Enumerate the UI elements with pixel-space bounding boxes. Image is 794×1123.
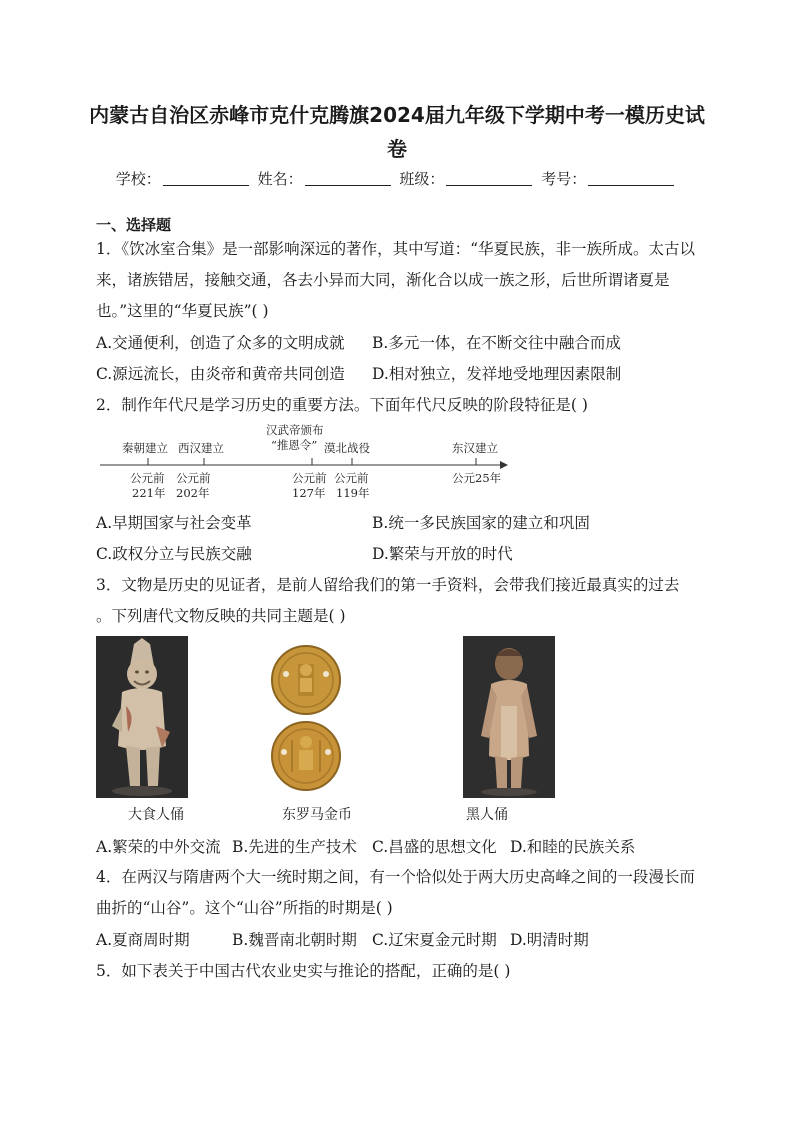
class-blank[interactable] [446, 171, 532, 186]
school-label: 学校： [115, 170, 161, 188]
question-1-stem: 1．《饮冰室合集》是一部影响深远的著作，其中写道：“华夏民族，非一族所成。太古以来，诸族错居，接触交通，各去小异而大同，渐化合以成一族之形，后世所谓诸夏是也。”这里的“华夏民族”( ) [96, 240, 696, 320]
caption-black-figurine: 黑人俑 [466, 807, 508, 823]
question-4-stem: 4．在两汉与隋唐两个大一统时期之间，有一个恰似处于两大历史高峰之间的一段漫长而曲折的“山谷”。这个“山谷”所指的时期是( ) [96, 868, 695, 917]
q4-option-a[interactable]: A.夏商周时期 [96, 931, 190, 949]
school-blank[interactable] [163, 171, 249, 186]
arab-figurine-image [96, 636, 188, 798]
timeline-chart [96, 420, 516, 502]
class-label: 班级： [399, 170, 445, 188]
q3-option-a[interactable]: A.繁荣的中外交流 [96, 838, 221, 856]
date-119bc-a: 公元前 [334, 471, 369, 485]
q1-option-b[interactable]: B.多元一体，在不断交往中融合而成 [372, 334, 621, 352]
date-25ad: 公元25年 [452, 471, 502, 485]
q1-option-d[interactable]: D.相对独立，发祥地受地理因素限制 [372, 365, 622, 383]
q3-option-b[interactable]: B.先进的生产技术 [232, 838, 357, 856]
q2-option-c[interactable]: C.政权分立与民族交融 [96, 545, 252, 563]
q4-option-c[interactable]: C.辽宋夏金元时期 [372, 931, 497, 949]
section-heading: 一、选择题 [96, 216, 172, 234]
q4-option-d[interactable]: D.明清时期 [510, 931, 589, 949]
event-qin-established: 秦朝建立 [122, 441, 168, 455]
byzantine-gold-coins-image [268, 642, 344, 794]
date-202bc-b: 202年 [176, 486, 210, 500]
student-info-line [80, 168, 714, 190]
question-5-stem: 5．如下表关于中国古代农业史实与推论的搭配，正确的是( ) [96, 962, 511, 980]
name-label: 姓名： [257, 170, 303, 188]
timeline-arrow-icon [500, 461, 508, 469]
question-3-stem-line2: 。下列唐代文物反映的共同主题是( ) [96, 607, 346, 625]
exam-title-line2: 卷 [387, 137, 407, 161]
event-tuienling-line2: “推恩令” [271, 438, 318, 452]
number-label: 考号： [541, 170, 587, 188]
event-western-han-established: 西汉建立 [178, 441, 224, 455]
date-202bc-a: 公元前 [176, 471, 211, 485]
exam-title-line1: 内蒙古自治区赤峰市克什克腾旗2024届九年级下学期中考一模历史试 [89, 103, 705, 127]
caption-arab-figurine: 大食人俑 [128, 807, 184, 823]
exam-title [80, 98, 714, 166]
q2-option-b[interactable]: B.统一多民族国家的建立和巩固 [372, 514, 590, 532]
q2-option-a[interactable]: A.早期国家与社会变革 [96, 514, 252, 532]
q1-option-c[interactable]: C.源远流长，由炎帝和黄帝共同创造 [96, 365, 345, 383]
date-127bc-a: 公元前 [292, 471, 327, 485]
event-eastern-han-established: 东汉建立 [452, 441, 498, 455]
date-221bc-a: 公元前 [130, 471, 165, 485]
q3-option-c[interactable]: C.昌盛的思想文化 [372, 838, 497, 856]
caption-byzantine-coins: 东罗马金币 [282, 807, 352, 823]
q1-option-a[interactable]: A.交通便利，创造了众多的文明成就 [96, 334, 345, 352]
black-figurine-image [463, 636, 555, 798]
date-119bc-b: 119年 [336, 486, 370, 500]
question-2-stem: 2．制作年代尺是学习历史的重要方法。下面年代尺反映的阶段特征是( ) [96, 396, 588, 414]
name-blank[interactable] [305, 171, 391, 186]
event-mobei-battle: 漠北战役 [324, 441, 370, 455]
q3-option-d[interactable]: D.和睦的民族关系 [510, 838, 636, 856]
event-tuienling-line1: 汉武帝颁布 [266, 423, 324, 437]
date-127bc-b: 127年 [292, 486, 326, 500]
q4-option-b[interactable]: B.魏晋南北朝时期 [232, 931, 357, 949]
number-blank[interactable] [588, 171, 674, 186]
question-3-stem-line1: 3．文物是历史的见证者，是前人留给我们的第一手资料，会带我们接近最真实的过去 [96, 576, 680, 594]
date-221bc-b: 221年 [132, 486, 166, 500]
q2-option-d[interactable]: D.繁荣与开放的时代 [372, 545, 513, 563]
